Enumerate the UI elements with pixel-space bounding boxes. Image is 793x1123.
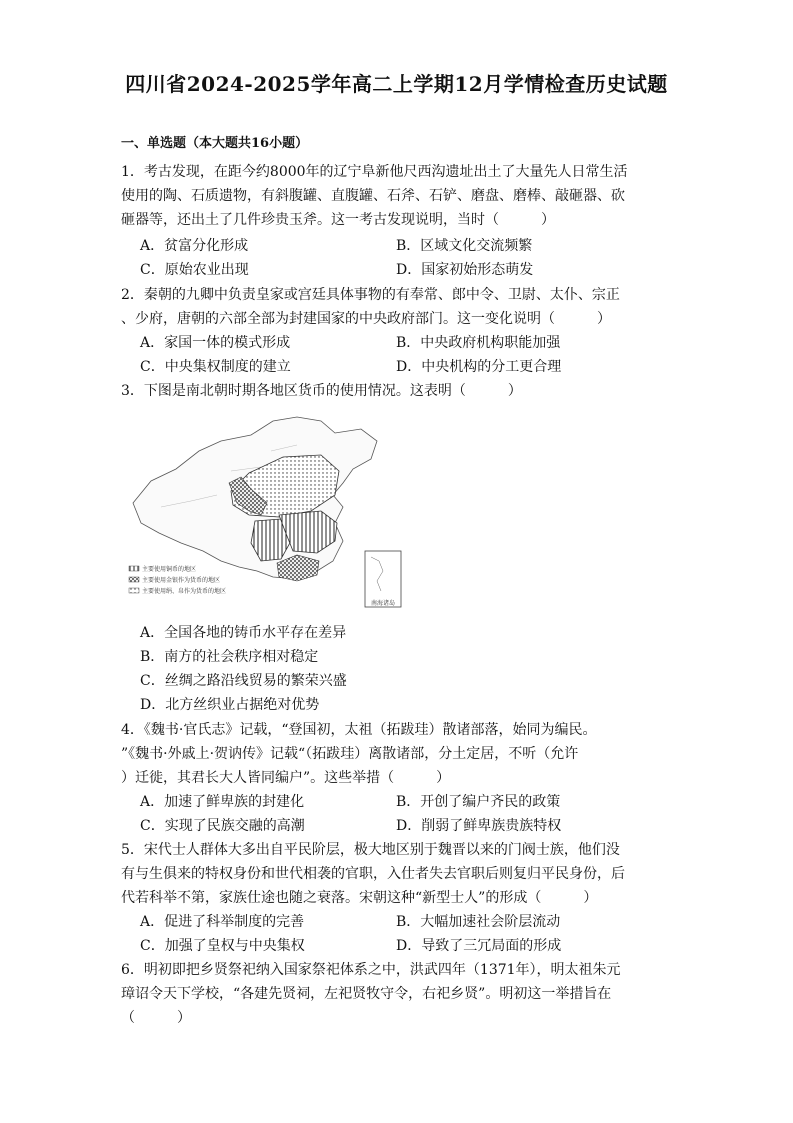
question-text-line: 4．《魏书·官氏志》记载，“登国初，太祖（拓跋珪）散诸部落，始同为编民。 [121,722,597,738]
legend-silk: 主要使用绢、帛作为货币的地区 [142,588,227,595]
question-text-line: ”《魏书·外戚上·贺讷传》记载“（拓跋珪）离散诸部，分土定居，不听（允许 [121,746,579,762]
option-b: B．中央政府机构职能加强 [396,335,561,351]
option-d: D．中央机构的分工更合理 [396,359,562,375]
question-text-line: 代若科举不第，家族仕途也随之衰落。宋朝这种“新型士人”的形成（ ） [121,890,598,906]
question-text-line: 砸器等，还出土了几件珍贵玉斧。这一考古发现说明，当时（ ） [121,212,555,228]
question-1-stem [121,160,674,232]
option-a: A．贫富分化形成 [140,238,249,254]
currency-usage-map [121,411,404,611]
question-text-line: 5．宋代士人群体大多出自平民阶层，极大地区别于魏晋以来的门阀士族，他们没 [121,842,620,858]
option-b: B．开创了编户齐民的政策 [396,794,561,810]
option-d: D．北方丝织业占据绝对优势 [140,697,320,713]
question-5-stem [121,838,674,910]
question-3-options [140,621,674,717]
question-4-options [140,790,674,838]
option-a: A．家国一体的模式形成 [140,335,291,351]
option-c: C．中央集权制度的建立 [140,359,291,375]
question-2-stem [121,283,674,331]
south-china-sea-inset [365,551,401,607]
question-text-line: 、少府，唐朝的六部全部为封建国家的中央政府部门。这一变化说明（ ） [121,311,611,327]
option-a: A．全国各地的铸币水平存在差异 [140,625,347,641]
option-c: C．加强了皇权与中央集权 [140,938,305,954]
question-text-line: （ ） [121,1010,191,1026]
option-b: B．大幅加速社会阶层流动 [396,914,561,930]
option-a: A．促进了科举制度的完善 [140,914,305,930]
legend-gold-silver: 主要使用金银作为货币的地区 [142,577,221,584]
question-5-options [140,910,674,958]
question-text-line: 有与生俱来的特权身份和世代相袭的官职，入仕者失去官职后则复归平民身份，后 [121,866,625,882]
map-legend [129,565,226,595]
question-text-line: ）迁徙，其君长大人皆同编户”。这些举措（ ） [121,770,451,786]
question-text-line: 1．考古发现，在距今约8000年的辽宁阜新他尺西沟遗址出土了大量先人日常生活 [121,164,628,180]
question-2-options [140,331,674,379]
legend-copper: 主要使用铜币的地区 [142,566,197,573]
question-1-options [140,234,674,282]
question-text-line: 璋诏令天下学校，“各建先贤祠，左祀贤牧守令，右祀乡贤”。明初这一举措旨在 [121,986,612,1002]
question-text-line: 使用的陶、石质遗物，有斜腹罐、直腹罐、石斧、石铲、磨盘、磨棒、敲砸器、砍 [121,188,625,204]
option-b: B．南方的社会秩序相对稳定 [140,649,319,665]
question-4-stem [121,718,674,790]
option-d: D．国家初始形态萌发 [396,262,534,278]
option-c: C．原始农业出现 [140,262,249,278]
page-title: 四川省2024-2025学年高二上学期12月学情检查历史试题 [125,72,668,96]
option-b: B．区域文化交流频繁 [396,238,533,254]
question-text-line: 3．下图是南北朝时期各地区货币的使用情况。这表明（ ） [121,383,522,399]
question-text-line: 2．秦朝的九卿中负责皇家或宫廷具体事物的有奉常、郎中令、卫尉、太仆、宗正 [121,287,620,303]
option-c: C．丝绸之路沿线贸易的繁荣兴盛 [140,673,347,689]
inset-label: 南海诸岛 [370,600,396,607]
option-c: C．实现了民族交融的高潮 [140,818,305,834]
option-d: D．导致了三冗局面的形成 [396,938,562,954]
option-d: D．削弱了鲜卑族贵族特权 [396,818,562,834]
question-3-stem [121,379,674,403]
question-6-stem [121,958,674,1030]
question-text-line: 6．明初即把乡贤祭祀纳入国家祭祀体系之中，洪武四年（1371年），明太祖朱元 [121,962,621,978]
section-heading: 一、单选题（本大题共16小题） [121,136,309,151]
option-a: A．加速了鲜卑族的封建化 [140,794,305,810]
